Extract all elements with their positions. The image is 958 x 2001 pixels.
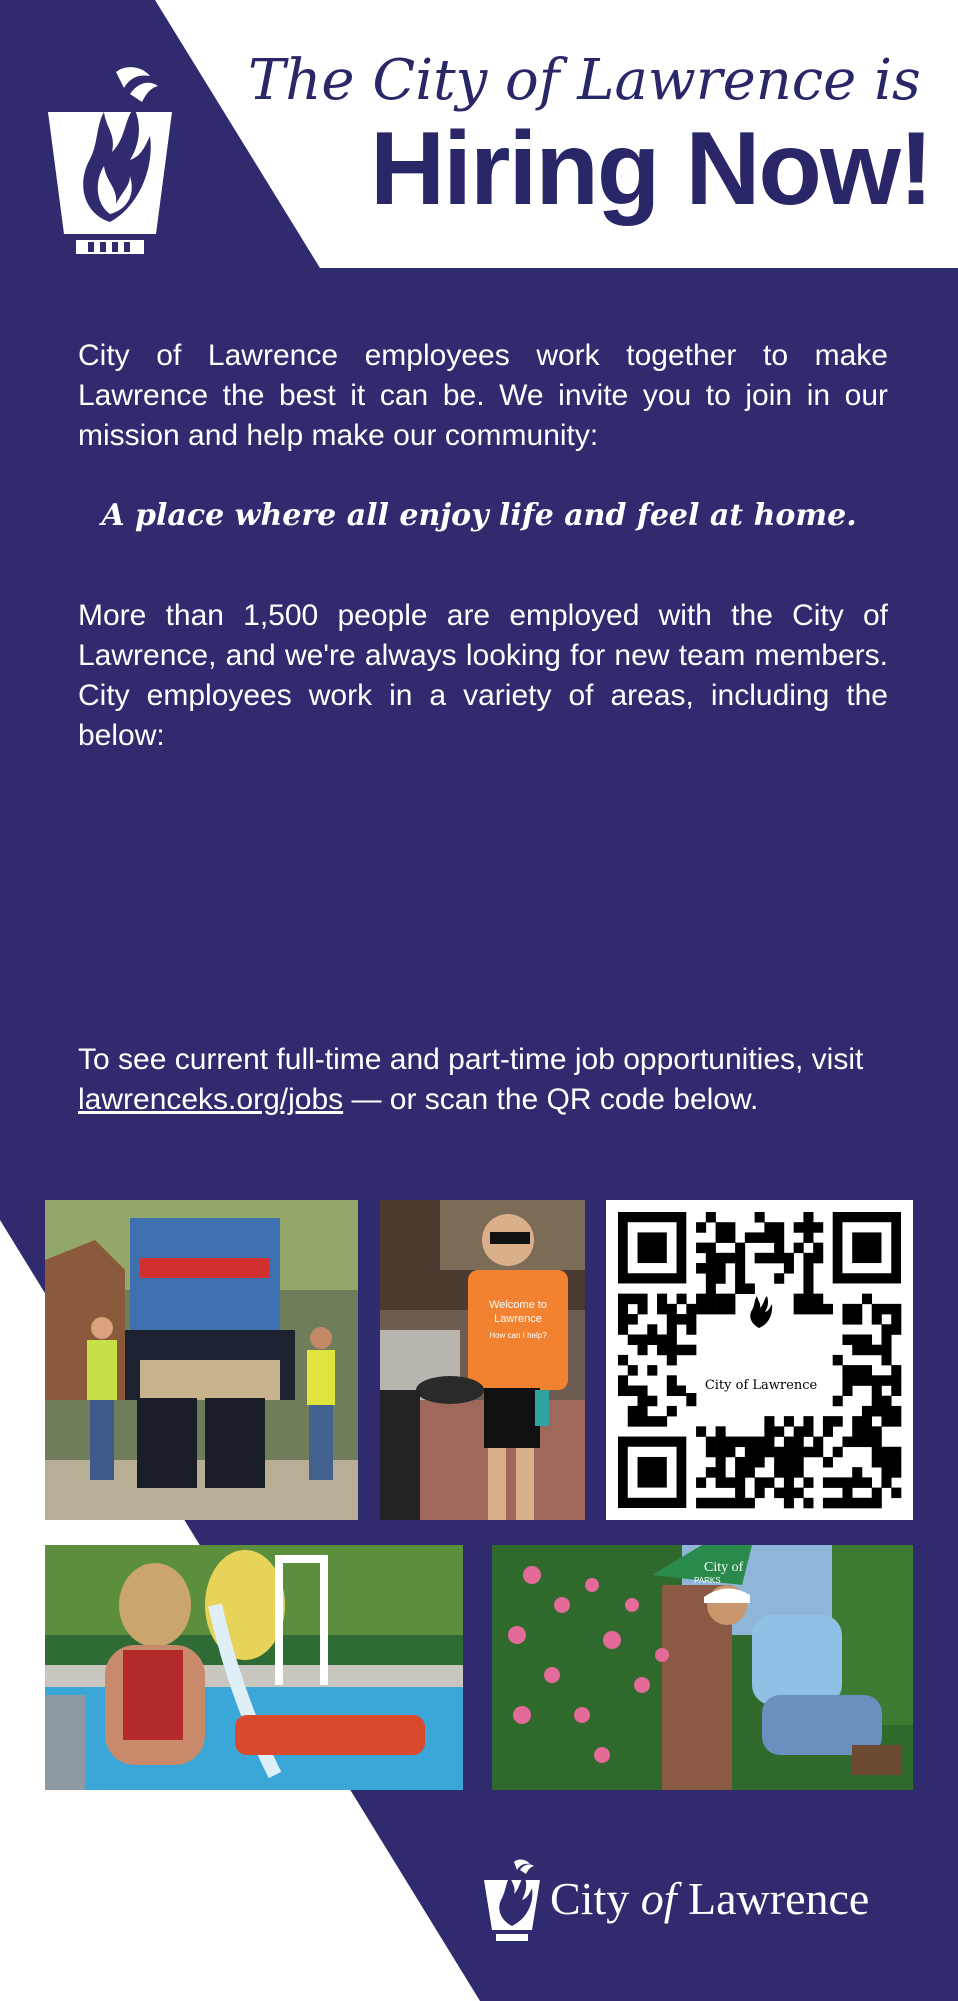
qr-module xyxy=(735,1437,745,1448)
qr-module xyxy=(667,1355,677,1366)
qr-module xyxy=(725,1477,735,1488)
qr-module xyxy=(872,1386,882,1397)
qr-module xyxy=(813,1253,823,1264)
qr-module xyxy=(764,1437,774,1448)
qr-module xyxy=(872,1396,882,1407)
qr-module xyxy=(667,1304,677,1315)
jobs-link[interactable]: lawrenceks.org/jobs xyxy=(78,1083,344,1116)
qr-module xyxy=(881,1457,891,1468)
qr-module xyxy=(725,1498,735,1509)
qr-module xyxy=(833,1396,843,1407)
qr-module xyxy=(667,1314,677,1325)
qr-module xyxy=(784,1498,794,1509)
qr-module xyxy=(823,1304,833,1315)
qr-module xyxy=(862,1334,872,1345)
qr-module xyxy=(755,1232,765,1243)
qr-module xyxy=(696,1222,706,1233)
qr-module xyxy=(774,1232,784,1243)
qr-module xyxy=(725,1232,735,1243)
cta-text-before: To see current full-time and part-time job opportunities, visit xyxy=(78,1043,864,1076)
headline-subtitle: The City of Lawrence is xyxy=(248,48,921,113)
qr-finder-pattern xyxy=(638,1232,667,1263)
qr-module xyxy=(628,1406,638,1417)
qr-module xyxy=(862,1345,872,1356)
qr-module xyxy=(725,1253,735,1264)
qr-module xyxy=(696,1498,706,1509)
employment-paragraph: More than 1,500 people are employed with the City of Lawrence, and we're always looking for new team members. City employees work in a variety of areas, including the below: xyxy=(78,599,888,752)
qr-module xyxy=(774,1222,784,1233)
qr-module xyxy=(803,1232,813,1243)
qr-module xyxy=(842,1334,852,1345)
qr-module xyxy=(764,1253,774,1264)
qr-module xyxy=(842,1477,852,1488)
qr-module xyxy=(755,1253,765,1264)
qr-module xyxy=(686,1314,696,1325)
qr-module xyxy=(647,1365,657,1376)
qr-module xyxy=(842,1488,852,1499)
qr-module xyxy=(813,1294,823,1305)
qr-module xyxy=(706,1212,716,1223)
cta-paragraph xyxy=(78,1040,888,1120)
wordmark-city: City xyxy=(550,1873,641,1924)
qr-module xyxy=(696,1243,706,1254)
qr-module xyxy=(872,1447,882,1458)
qr-module xyxy=(891,1324,901,1335)
qr-module xyxy=(872,1437,882,1448)
qr-module xyxy=(667,1334,677,1345)
qr-module xyxy=(842,1437,852,1448)
qr-module xyxy=(784,1263,794,1274)
qr-module xyxy=(823,1498,833,1509)
qr-module xyxy=(774,1447,784,1458)
qr-module xyxy=(647,1396,657,1407)
qr-module xyxy=(647,1334,657,1345)
qr-module xyxy=(872,1375,882,1386)
qr-module xyxy=(677,1294,687,1305)
jobs-qr-code[interactable] xyxy=(606,1200,913,1520)
qr-module xyxy=(872,1498,882,1509)
qr-module xyxy=(764,1222,774,1233)
qr-module xyxy=(755,1477,765,1488)
qr-module xyxy=(686,1304,696,1315)
qr-module xyxy=(764,1426,774,1437)
qr-module xyxy=(755,1212,765,1223)
qr-module xyxy=(755,1488,765,1499)
qr-module xyxy=(735,1467,745,1478)
qr-module xyxy=(784,1437,794,1448)
qr-module xyxy=(881,1304,891,1315)
qr-module xyxy=(638,1416,648,1427)
qr-module xyxy=(842,1386,852,1397)
qr-module xyxy=(735,1457,745,1468)
qr-finder-pattern xyxy=(852,1232,881,1263)
qr-module xyxy=(803,1498,813,1509)
qr-module xyxy=(638,1396,648,1407)
qr-module xyxy=(842,1375,852,1386)
qr-module xyxy=(803,1222,813,1233)
qr-module xyxy=(862,1406,872,1417)
qr-module xyxy=(852,1314,862,1325)
qr-module xyxy=(891,1467,901,1478)
qr-center-logo-icon xyxy=(750,1296,772,1328)
qr-module xyxy=(686,1345,696,1356)
qr-module xyxy=(862,1477,872,1488)
qr-module xyxy=(735,1488,745,1499)
qr-module xyxy=(745,1283,755,1294)
qr-module xyxy=(716,1467,726,1478)
qr-module xyxy=(667,1324,677,1335)
qr-module xyxy=(881,1477,891,1488)
qr-module xyxy=(852,1304,862,1315)
qr-module xyxy=(881,1467,891,1478)
footer-wordmark xyxy=(550,1872,869,1925)
qr-module xyxy=(774,1467,784,1478)
qr-module xyxy=(881,1406,891,1417)
qr-module xyxy=(872,1406,882,1417)
qr-module xyxy=(881,1447,891,1458)
qr-module xyxy=(784,1416,794,1427)
qr-module xyxy=(628,1334,638,1345)
qr-module xyxy=(881,1345,891,1356)
qr-module xyxy=(891,1406,901,1417)
qr-module xyxy=(852,1426,862,1437)
qr-module xyxy=(774,1457,784,1468)
qr-module xyxy=(745,1457,755,1468)
parks-sign-line1: City of xyxy=(704,1560,744,1575)
qr-module xyxy=(706,1467,716,1478)
qr-module xyxy=(735,1243,745,1254)
qr-module xyxy=(891,1304,901,1315)
qr-module xyxy=(784,1447,794,1458)
qr-module xyxy=(794,1243,804,1254)
qr-module xyxy=(852,1375,862,1386)
qr-module xyxy=(618,1324,628,1335)
qr-module xyxy=(852,1498,862,1509)
qr-module xyxy=(862,1498,872,1509)
qr-module xyxy=(696,1263,706,1274)
qr-module xyxy=(881,1416,891,1427)
qr-module xyxy=(881,1324,891,1335)
qr-module xyxy=(872,1457,882,1468)
qr-module xyxy=(872,1314,882,1325)
qr-module xyxy=(784,1488,794,1499)
qr-module xyxy=(794,1304,804,1315)
qr-module xyxy=(764,1447,774,1458)
qr-module xyxy=(716,1426,726,1437)
qr-module xyxy=(784,1477,794,1488)
qr-module xyxy=(833,1416,843,1427)
shirt-text-line3: How can I help? xyxy=(489,1331,547,1340)
qr-module xyxy=(803,1263,813,1274)
qr-module xyxy=(852,1477,862,1488)
welcome-staff-photo xyxy=(380,1200,585,1520)
qr-module xyxy=(706,1498,716,1509)
qr-module xyxy=(618,1304,628,1315)
qr-module xyxy=(725,1304,735,1315)
qr-module xyxy=(764,1416,774,1427)
qr-module xyxy=(628,1386,638,1397)
qr-module xyxy=(774,1426,784,1437)
qr-module xyxy=(813,1304,823,1315)
qr-module xyxy=(774,1273,784,1284)
qr-module xyxy=(862,1365,872,1376)
qr-module xyxy=(706,1437,716,1448)
qr-module xyxy=(716,1232,726,1243)
qr-module xyxy=(823,1477,833,1488)
qr-module xyxy=(628,1416,638,1427)
qr-module xyxy=(862,1375,872,1386)
qr-module xyxy=(823,1457,833,1468)
qr-module xyxy=(794,1437,804,1448)
footer-city-logo-icon xyxy=(482,1858,542,1942)
qr-module xyxy=(891,1416,901,1427)
qr-module xyxy=(706,1447,716,1458)
qr-module xyxy=(667,1345,677,1356)
qr-module xyxy=(833,1447,843,1458)
qr-module xyxy=(716,1263,726,1274)
qr-module xyxy=(735,1477,745,1488)
qr-module xyxy=(852,1467,862,1478)
qr-module xyxy=(716,1437,726,1448)
qr-module xyxy=(784,1253,794,1264)
qr-finder-pattern xyxy=(638,1457,667,1488)
qr-module xyxy=(745,1437,755,1448)
qr-module xyxy=(657,1294,667,1305)
qr-module xyxy=(872,1304,882,1315)
qr-module xyxy=(852,1437,862,1448)
qr-module xyxy=(891,1314,901,1325)
qr-module xyxy=(725,1437,735,1448)
qr-module xyxy=(862,1437,872,1448)
qr-module xyxy=(842,1304,852,1315)
qr-module xyxy=(755,1447,765,1458)
qr-module xyxy=(716,1477,726,1488)
qr-module xyxy=(735,1273,745,1284)
qr-module xyxy=(891,1488,901,1499)
qr-center-label: City of Lawrence xyxy=(686,1378,836,1393)
qr-module xyxy=(794,1447,804,1458)
qr-module xyxy=(677,1314,687,1325)
qr-module xyxy=(803,1273,813,1284)
qr-module xyxy=(794,1426,804,1437)
qr-module xyxy=(716,1222,726,1233)
qr-module xyxy=(745,1232,755,1243)
qr-module xyxy=(686,1396,696,1407)
qr-module xyxy=(716,1294,726,1305)
qr-module xyxy=(833,1355,843,1366)
qr-module xyxy=(706,1253,716,1264)
qr-module xyxy=(755,1457,765,1468)
qr-module xyxy=(628,1365,638,1376)
qr-module xyxy=(881,1334,891,1345)
qr-module xyxy=(803,1283,813,1294)
qr-module xyxy=(823,1416,833,1427)
qr-module xyxy=(647,1324,657,1335)
qr-module xyxy=(735,1253,745,1264)
qr-module xyxy=(803,1426,813,1437)
qr-module xyxy=(638,1386,648,1397)
qr-module xyxy=(794,1488,804,1499)
qr-module xyxy=(657,1334,667,1345)
cta-text-after: — or scan the QR code below. xyxy=(343,1083,759,1116)
qr-module xyxy=(774,1488,784,1499)
qr-module xyxy=(784,1457,794,1468)
qr-module xyxy=(618,1375,628,1386)
qr-module xyxy=(852,1416,862,1427)
qr-module xyxy=(696,1304,706,1315)
qr-module xyxy=(745,1467,755,1478)
mission-tagline: A place where all enjoy life and feel at home. xyxy=(101,498,857,533)
qr-module xyxy=(774,1253,784,1264)
qr-module xyxy=(628,1314,638,1325)
qr-module xyxy=(891,1375,901,1386)
qr-module xyxy=(716,1253,726,1264)
qr-module xyxy=(716,1498,726,1509)
qr-module xyxy=(852,1334,862,1345)
qr-module xyxy=(803,1253,813,1264)
qr-module xyxy=(852,1365,862,1376)
qr-module xyxy=(725,1294,735,1305)
intro-paragraph: City of Lawrence employees work together to make Lawrence the best it can be. We invite you to join in our mission and help make our community: xyxy=(78,339,888,452)
qr-module xyxy=(862,1416,872,1427)
qr-module xyxy=(833,1498,843,1509)
qr-module xyxy=(716,1447,726,1458)
qr-module xyxy=(872,1488,882,1499)
qr-module xyxy=(794,1467,804,1478)
qr-module xyxy=(813,1437,823,1448)
qr-module xyxy=(716,1304,726,1315)
qr-module xyxy=(667,1386,677,1397)
qr-module xyxy=(891,1365,901,1376)
qr-module xyxy=(813,1243,823,1254)
qr-module xyxy=(735,1283,745,1294)
headline-title: Hiring Now! xyxy=(370,111,932,227)
shirt-text-line1: Welcome to xyxy=(489,1299,547,1311)
qr-module xyxy=(852,1345,862,1356)
qr-module xyxy=(872,1345,882,1356)
qr-module xyxy=(618,1294,628,1305)
qr-module xyxy=(716,1273,726,1284)
qr-module xyxy=(638,1406,648,1417)
qr-module xyxy=(842,1498,852,1509)
qr-module xyxy=(755,1437,765,1448)
qr-module xyxy=(618,1314,628,1325)
qr-module xyxy=(862,1426,872,1437)
qr-module xyxy=(794,1222,804,1233)
wordmark-of: of xyxy=(640,1873,677,1924)
qr-module xyxy=(823,1426,833,1437)
qr-module xyxy=(706,1283,716,1294)
qr-module xyxy=(881,1355,891,1366)
sanitation-workers-photo xyxy=(45,1200,358,1520)
qr-module xyxy=(745,1447,755,1458)
qr-module xyxy=(638,1304,648,1315)
qr-module xyxy=(628,1294,638,1305)
qr-module xyxy=(745,1498,755,1509)
parks-gardener-photo xyxy=(492,1545,913,1790)
qr-module xyxy=(803,1416,813,1427)
qr-module xyxy=(657,1416,667,1427)
qr-module xyxy=(764,1232,774,1243)
qr-module xyxy=(891,1386,901,1397)
qr-module xyxy=(716,1457,726,1468)
qr-module xyxy=(638,1345,648,1356)
qr-module xyxy=(803,1304,813,1315)
qr-module xyxy=(764,1477,774,1488)
qr-module xyxy=(618,1386,628,1397)
qr-module xyxy=(638,1294,648,1305)
qr-module xyxy=(881,1375,891,1386)
shirt-text-line2: Lawrence xyxy=(494,1313,542,1325)
qr-module xyxy=(696,1294,706,1305)
qr-module xyxy=(842,1314,852,1325)
qr-module xyxy=(706,1294,716,1305)
qr-module xyxy=(657,1304,667,1315)
lifeguard-photo xyxy=(45,1545,463,1790)
qr-module xyxy=(725,1222,735,1233)
qr-module xyxy=(872,1426,882,1437)
city-logo-icon xyxy=(46,64,174,254)
qr-module xyxy=(706,1243,716,1254)
qr-module xyxy=(735,1498,745,1509)
qr-module xyxy=(803,1212,813,1223)
qr-module xyxy=(696,1477,706,1488)
qr-module xyxy=(618,1355,628,1366)
qr-module xyxy=(784,1467,794,1478)
qr-module xyxy=(794,1294,804,1305)
qr-module xyxy=(686,1324,696,1335)
qr-module xyxy=(842,1365,852,1376)
qr-module xyxy=(833,1477,843,1488)
qr-module xyxy=(706,1263,716,1274)
qr-module xyxy=(706,1304,716,1315)
qr-module xyxy=(813,1447,823,1458)
qr-module xyxy=(891,1447,901,1458)
qr-module xyxy=(774,1243,784,1254)
qr-module xyxy=(803,1447,813,1458)
qr-module xyxy=(803,1294,813,1305)
qr-module xyxy=(725,1447,735,1458)
qr-module xyxy=(862,1294,872,1305)
qr-module xyxy=(813,1222,823,1233)
qr-module xyxy=(677,1345,687,1356)
qr-module xyxy=(891,1457,901,1468)
qr-module xyxy=(881,1396,891,1407)
qr-module xyxy=(803,1477,813,1488)
qr-module xyxy=(794,1457,804,1468)
parks-sign-line2: PARKS xyxy=(694,1576,721,1585)
qr-module xyxy=(696,1426,706,1437)
qr-module xyxy=(647,1416,657,1427)
qr-module xyxy=(638,1334,648,1345)
wordmark-lawrence: Lawrence xyxy=(676,1873,870,1924)
qr-module xyxy=(706,1273,716,1284)
qr-module xyxy=(657,1345,667,1356)
qr-module xyxy=(735,1263,745,1274)
qr-module xyxy=(667,1375,677,1386)
qr-module xyxy=(667,1406,677,1417)
